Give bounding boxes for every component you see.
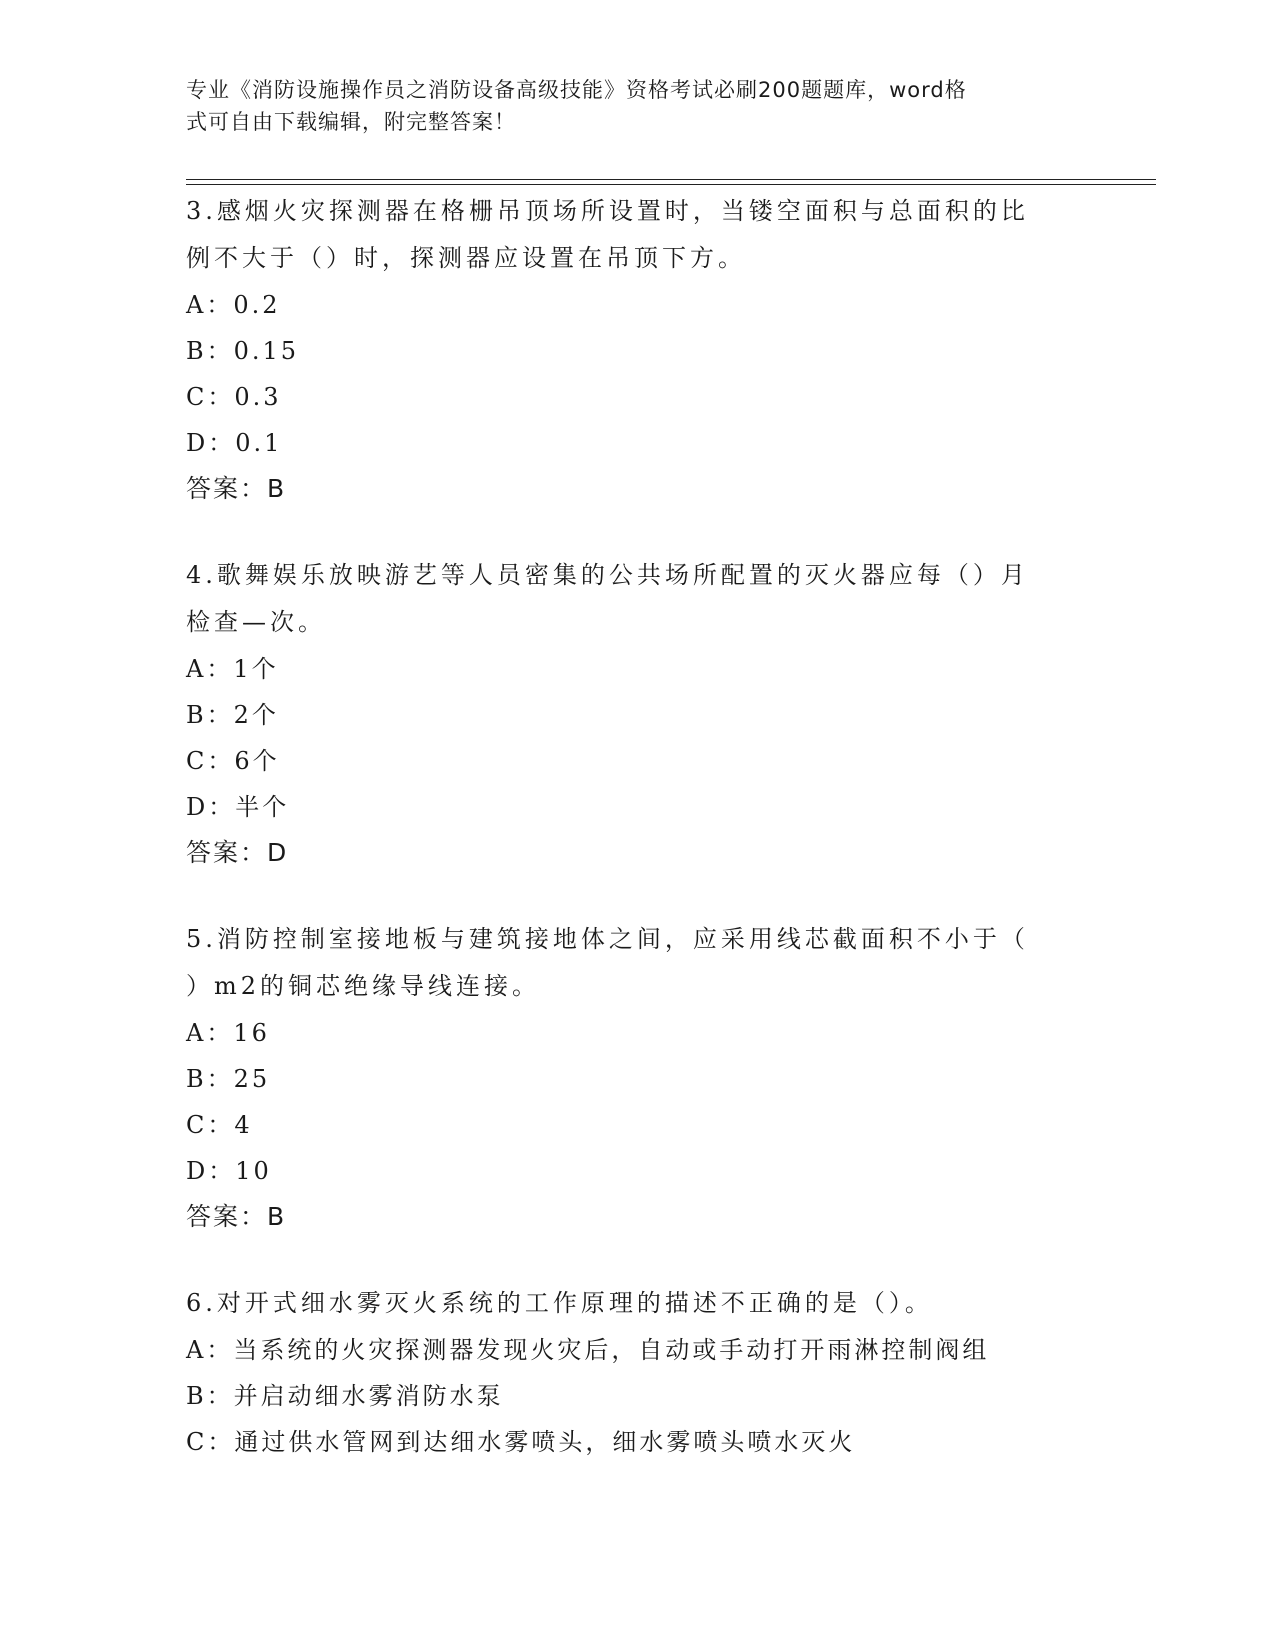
header-line-1: 专业《消防设施操作员之消防设备高级技能》资格考试必刷200题题库，word格 (186, 78, 967, 102)
option-c: C：通过供水管网到达细水雾喷头，细水雾喷头喷水灭火 (186, 1428, 856, 1456)
question-stem-line: 3.感烟火灾探测器在格栅吊顶场所设置时，当镂空面积与总面积的比 (186, 197, 1029, 225)
option-b: B：并启动细水雾消防水泵 (186, 1382, 504, 1410)
option-b: B：0.15 (186, 337, 300, 365)
header-line-2: 式可自由下载编辑，附完整答案！ (186, 110, 516, 134)
answer: 答案：B (186, 474, 287, 503)
question-stem-line: 6.对开式细水雾灭火系统的工作原理的描述不正确的是（）。 (186, 1289, 933, 1317)
question-stem-line: 4.歌舞娱乐放映游艺等人员密集的公共场所配置的灭火器应每（）月 (186, 561, 1029, 589)
option-c: C：4 (186, 1111, 253, 1139)
option-c: C：0.3 (186, 383, 282, 411)
question-stem-line: 例不大于（）时，探测器应设置在吊顶下方。 (186, 244, 746, 272)
option-a: A：16 (186, 1019, 270, 1047)
option-a: A：0.2 (186, 291, 281, 319)
option-b: B：25 (186, 1065, 271, 1093)
question-stem-line: 5.消防控制室接地板与建筑接地体之间，应采用线芯截面积不小于（ (186, 925, 1029, 953)
option-d: D：10 (186, 1157, 272, 1185)
option-d: D：0.1 (186, 429, 283, 457)
answer: 答案：B (186, 1202, 287, 1231)
option-c: C：6个 (186, 747, 280, 775)
option-b: B：2个 (186, 701, 279, 729)
question-stem-line: ）m2的铜芯绝缘导线连接。 (186, 972, 541, 1000)
option-a: A：当系统的火灾探测器发现火灾后，自动或手动打开雨淋控制阀组 (186, 1336, 990, 1364)
question-stem-line: 检查—次。 (186, 608, 326, 636)
question-3 (186, 188, 1066, 512)
option-d: D：半个 (186, 793, 290, 821)
question-5 (186, 916, 1066, 1240)
header-divider-top (186, 179, 1156, 180)
question-6 (186, 1280, 1066, 1465)
question-4 (186, 552, 1066, 876)
option-a: A：1个 (186, 655, 279, 683)
document-header (186, 74, 1086, 138)
answer: 答案：D (186, 838, 289, 867)
header-divider-bottom (186, 184, 1156, 185)
